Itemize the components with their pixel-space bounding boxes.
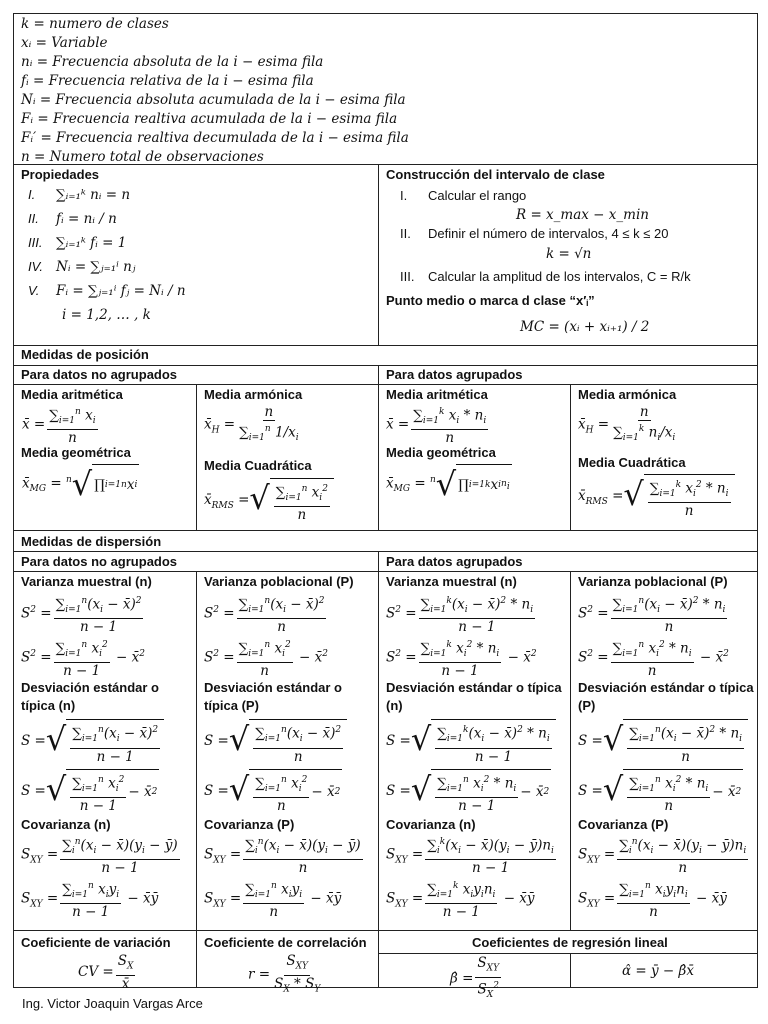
prop-expr: Fᵢ = ∑ⱼ₌₁ⁱ fⱼ = Nᵢ / n: [56, 283, 186, 299]
desviacion-p-formula-1: S = √ $\sum_{i=1}^n(x_i$ − x̄)$^2$ n: [204, 719, 376, 764]
punto-medio-title: Punto medio o marca d clase “x′ᵢ”: [386, 293, 595, 308]
step-text: Calcular la amplitud de los intervalos, C = R/k: [428, 269, 691, 284]
media-cuadratica-formula: $x̄_{RMS}$ = √ $\sum_{i=1}^n$ $x_i^2$ n: [204, 478, 334, 523]
varianza-poblacional-agrupada-formula-1: $S^2$ = $\frac{\sum_{i=1}^n(x_i - x̄)^2 * n_i}{n}$: [578, 593, 756, 635]
divider: [196, 930, 197, 988]
dispersion-col-3: [386, 573, 568, 920]
desviacion-p-label-a: Desviación estándar o: [204, 680, 342, 696]
desviacion-p-agrupada-label-b: (P): [578, 698, 596, 714]
media-cuadratica-agrupada-label: Media Cuadrática: [578, 455, 686, 470]
divider: [570, 953, 571, 988]
covarianza-n-formula-2: $S_{XY}$ = $\sum_{i=1}^n$ $x_iy_i$ n − 1 − x̄ȳ: [21, 878, 193, 920]
dispersion-no-agrupados: Para datos no agrupados: [21, 554, 178, 569]
media-armonica-label: Media armónica: [204, 387, 303, 402]
coef-variacion-label: Coeficiente de variación: [21, 935, 171, 950]
coef-regresion-label: Coeficientes de regresión lineal: [472, 935, 668, 950]
media-aritmetica-formula: x̄ = $\frac{\sum_{i=1}^n x_i}{n}$: [22, 404, 100, 446]
step-num: II.: [400, 226, 411, 241]
step-text: Calcular el rango: [428, 188, 527, 203]
prop-num: III.: [28, 235, 43, 250]
varianza-poblacional-label: Varianza poblacional (P): [204, 574, 354, 589]
alpha-formula: α̂ = ȳ − β̂x̄: [622, 963, 694, 979]
desviacion-n-agrupada-formula-2: S = √ $\sum_{i=1}^n$ $x_i^2 * n_i$ n − 1 − x̄ 2: [386, 769, 550, 814]
step-num: I.: [400, 188, 408, 203]
varianza-muestral-agrupada-formula-1: $S^2$ = $\frac{\sum_{i=1}^k(x_i - x̄)^2 * n_i}{n - 1}$: [386, 593, 568, 635]
rango-formula: R = x_max − x_min: [516, 207, 649, 223]
media-aritmetica-agrupada-formula: x̄ = $\frac{\sum_{i=1}^k x_i * n_i}{n}$: [386, 404, 490, 446]
step-num: III.: [400, 269, 415, 284]
prop-expr: Nᵢ = ∑ⱼ₌₁ⁱ nⱼ: [56, 259, 136, 275]
intervalo-step-2: [400, 225, 668, 243]
posicion-no-agrupados: Para datos no agrupados: [21, 367, 178, 382]
definitions-list: [21, 15, 409, 167]
definition-xi: xᵢ = Variable: [21, 35, 108, 51]
desviacion-n-formula-1: S = √ $\sum_{i=1}^n(x_i$ − x̄)$^2$ n − 1: [21, 719, 193, 764]
prop-num: V.: [28, 283, 40, 298]
prop-expr: fᵢ = nᵢ / n: [56, 211, 117, 227]
media-armonica-formula: $x̄_H$ = $\frac{n}{\sum_{i=1}^n 1/x_i}$: [204, 404, 299, 444]
prop-num: I.: [28, 187, 36, 202]
beta-formula: β̂ = $S_{XY}$ $S_X^2$: [450, 955, 500, 1000]
desviacion-n-agrupada-formula-1: S = √ $\sum_{i=1}^k(x_i$ − x̄)$^2$ * $n_i$ n − 1: [386, 719, 568, 764]
prop-num: IV.: [28, 259, 43, 274]
propiedades-list: [28, 186, 186, 325]
varianza-poblacional-formula-2: $S^2$ = $\frac{\sum_{i=1}^n x_i^2}{n}$ − x̄$^2$: [204, 637, 376, 679]
covarianza-n-agrupada-formula-2: $S_{XY}$ = $\sum_{i=1}^k$ $x_iy_in_i$ n − 1 − x̄ȳ: [386, 878, 568, 920]
dispersion-title: Medidas de dispersión: [21, 534, 162, 549]
desviacion-p-agrupada-label-a: Desviación estándar o típica: [578, 680, 754, 696]
divider: [13, 530, 758, 531]
coef-variacion-formula: CV = $\frac{S_X}{x̄}$: [78, 953, 134, 992]
propiedades-title: Propiedades: [21, 167, 100, 182]
media-geometrica-formula: $x̄_{MG} = ^n$ √ ∏ i=1 n x i: [22, 465, 138, 503]
covarianza-p-agrupada-label: Covarianza (P): [578, 816, 669, 832]
covarianza-n-formula-1: $S_{XY}$ = $\frac{\sum_i^n(x_i - x̄)(y_i - ȳ)}{n - 1}$: [21, 834, 193, 876]
divider: [378, 365, 379, 530]
covarianza-p-label: Covarianza (P): [204, 816, 295, 832]
desviacion-p-label-b: típica (P): [204, 698, 259, 714]
k-formula: k = √n: [546, 246, 592, 262]
media-armonica-agrupada-label: Media armónica: [578, 387, 677, 402]
desviacion-n-formula-2: S = √ $\sum_{i=1}^n$ $x_i^2$ n − 1 − x̄ 2: [21, 769, 158, 814]
divider: [378, 551, 379, 930]
divider: [13, 551, 758, 552]
definition-ni: nᵢ = Frecuencia absoluta de la i − esima fila: [21, 54, 324, 70]
divider: [378, 930, 379, 988]
media-geometrica-agrupada-formula: $x̄_{MG} = ^n$ √ ∏ i=1 k x i $n_i$: [386, 465, 510, 503]
covarianza-n-agrupada-formula-1: $S_{XY}$ = $\frac{\sum_i^k(x_i - x̄)(y_i - ȳ)n_i}{n - 1}$: [386, 834, 568, 876]
varianza-muestral-formula-1: $S^2$ = $\frac{\sum_{i=1}^n(x_i - x̄)^2}{n - 1}$: [21, 593, 193, 635]
desviacion-n-agrupada-label-b: (n): [386, 698, 403, 714]
dispersion-agrupados: Para datos agrupados: [386, 554, 523, 569]
coef-correlacion-formula: r = $S_{XY}$ $S_X * S_Y$: [248, 953, 321, 995]
covarianza-p-formula-2: $S_{XY}$ = $\sum_{i=1}^n$ $x_iy_i$ n − x̄ȳ: [204, 878, 376, 920]
varianza-poblacional-agrupada-formula-2: $S^2$ = $\frac{\sum_{i=1}^n x_i^2 * n_i}{n}$ − x̄$^2$: [578, 637, 756, 679]
media-aritmetica-label: Media aritmética: [21, 387, 123, 402]
divider: [378, 953, 758, 954]
desviacion-p-formula-2: S = √ $\sum_{i=1}^n$ $x_i^2$ n − x̄ 2: [204, 769, 341, 814]
definition-Ni: Nᵢ = Frecuencia absoluta acumulada de la i − esima fila: [21, 92, 406, 108]
intervalo-title: Construcción del intervalo de clase: [386, 167, 605, 182]
definition-Fi-prime: Fᵢ′ = Frecuencia realtiva decumulada de la i − esima fila: [21, 130, 409, 146]
prop-num: II.: [28, 211, 39, 226]
divider: [13, 930, 758, 931]
definition-k: k = numero de clases: [21, 16, 169, 32]
dispersion-col-1: [21, 573, 193, 920]
divider: [13, 384, 758, 385]
varianza-muestral-label: Varianza muestral (n): [21, 574, 152, 589]
covarianza-p-agrupada-formula-2: $S_{XY}$ = $\sum_{i=1}^n$ $x_iy_in_i$ n − x̄ȳ: [578, 878, 756, 920]
varianza-muestral-formula-2: $S^2$ = $\frac{\sum_{i=1}^n x_i^2}{n - 1}$ − x̄$^2$: [21, 637, 193, 679]
media-armonica-agrupada-formula: $x̄_H$ = $\frac{n}{\sum_{i=1}^k n_i/x_i}$: [578, 404, 676, 444]
intervalo-step-3: [400, 268, 691, 286]
varianza-muestral-agrupada-label: Varianza muestral (n): [386, 574, 517, 589]
intervalo-step-1: [400, 187, 526, 205]
prop-expr: ∑ᵢ₌₁ᵏ fᵢ = 1: [56, 235, 127, 251]
definition-Fi: Fᵢ = Frecuencia realtiva acumulada de la i − esima fila: [21, 111, 398, 127]
desviacion-n-label-a: Desviación estándar o: [21, 680, 159, 696]
author-footer: Ing. Victor Joaquin Vargas Arce: [22, 996, 203, 1011]
varianza-muestral-agrupada-formula-2: $S^2$ = $\frac{\sum_{i=1}^k x_i^2 * n_i}{n - 1}$ − x̄$^2$: [386, 637, 568, 679]
prop-expr: ∑ᵢ₌₁ᵏ nᵢ = n: [56, 187, 131, 203]
dispersion-col-4: [578, 573, 756, 920]
covarianza-n-agrupada-label: Covarianza (n): [386, 816, 476, 832]
varianza-poblacional-formula-1: $S^2$ = $\frac{\sum_{i=1}^n(x_i - x̄)^2}{n}$: [204, 593, 376, 635]
posicion-title: Medidas de posición: [21, 347, 149, 362]
divider: [196, 571, 197, 930]
dispersion-col-2: [204, 573, 376, 920]
definition-fi: fᵢ = Frecuencia relativa de la i − esima fila: [21, 73, 314, 89]
divider: [378, 164, 379, 345]
desviacion-p-agrupada-formula-1: S = √ $\sum_{i=1}^n(x_i$ − x̄)$^2$ * $n_i$ n: [578, 719, 756, 764]
prop-range: i = 1,2, … , k: [62, 307, 151, 323]
covarianza-n-label: Covarianza (n): [21, 816, 111, 832]
varianza-poblacional-agrupada-label: Varianza poblacional (P): [578, 574, 728, 589]
divider: [570, 571, 571, 930]
media-cuadratica-label: Media Cuadrática: [204, 458, 312, 473]
media-cuadratica-agrupada-formula: $x̄_{RMS}$ = √ $\sum_{i=1}^k$ $x_i^2 * n_i$ n: [578, 474, 735, 519]
covarianza-p-agrupada-formula-1: $S_{XY}$ = $\frac{\sum_i^n(x_i - x̄)(y_i - ȳ)n_i}{n}$: [578, 834, 756, 876]
coef-correlacion-label: Coeficiente de correlación: [204, 935, 367, 950]
media-geometrica-label: Media geométrica: [21, 445, 131, 460]
divider: [13, 571, 758, 572]
media-geometrica-agrupada-label: Media geométrica: [386, 445, 496, 460]
mc-formula: MC = (xᵢ + xᵢ₊₁) / 2: [520, 319, 650, 335]
desviacion-n-label-b: típica (n): [21, 698, 76, 714]
desviacion-p-agrupada-formula-2: S = √ $\sum_{i=1}^n$ $x_i^2 * n_i$ n − x̄ 2: [578, 769, 742, 814]
divider: [570, 384, 571, 530]
divider: [196, 384, 197, 530]
desviacion-n-agrupada-label-a: Desviación estándar o típica: [386, 680, 562, 696]
step-text: Definir el número de intervalos, 4 ≤ k ≤ 20: [428, 226, 669, 241]
definition-n: n = Numero total de observaciones: [21, 149, 264, 165]
media-aritmetica-agrupada-label: Media aritmética: [386, 387, 488, 402]
posicion-agrupados: Para datos agrupados: [386, 367, 523, 382]
covarianza-p-formula-1: $S_{XY}$ = $\frac{\sum_i^n(x_i - x̄)(y_i - ȳ)}{n}$: [204, 834, 376, 876]
